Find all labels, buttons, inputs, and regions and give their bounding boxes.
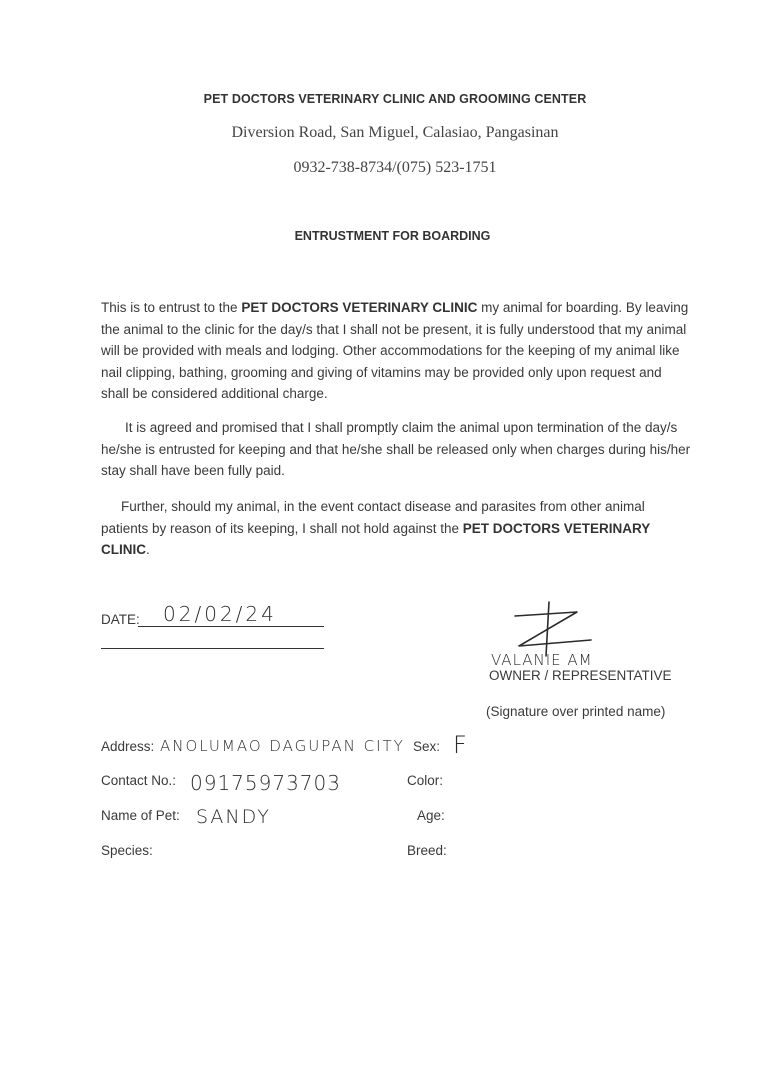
signature-scribble — [505, 598, 600, 658]
p1-clinic-name: PET DOCTORS VETERINARY CLINIC — [241, 300, 478, 315]
paragraph-disease-waiver — [101, 496, 691, 561]
date-label: DATE: — [101, 612, 140, 627]
signature-handwritten-name: VALANIE AM — [491, 651, 593, 669]
contact-value: 09175973703 — [190, 771, 341, 795]
p3-text-c: . — [146, 542, 150, 558]
clinic-name: PET DOCTORS VETERINARY CLINIC AND GROOMING CENTER — [203, 92, 587, 106]
p3-clinic-name: PET DOCTORS VETERINARY CLINIC — [101, 520, 651, 558]
sex-label: Sex: — [413, 739, 441, 754]
date-value: 02/02/24 — [163, 602, 277, 626]
color-label: Color: — [407, 773, 444, 788]
address-value: ANOLUMAO DAGUPAN CITY — [160, 737, 405, 755]
clinic-phones: 0932-738-8734/(075) 523-1751 — [293, 159, 497, 176]
address-label: Address: — [101, 739, 155, 754]
p1-text-c: my animal for boarding. By leaving the animal to the clinic for the day/s that I shall not be present, it is fully understood that my animal will be provided with meals and lodging. Other accommodations for the keeping of my animal like nail clipping, bathing, grooming and giving of vitamins may be provided only upon request and shall be considered additional charge. — [101, 300, 689, 402]
date-underline — [138, 626, 324, 627]
paragraph-entrustment — [101, 297, 691, 405]
document-title: ENTRUSTMENT FOR BOARDING — [294, 229, 491, 243]
signature-note: (Signature over printed name) — [486, 704, 666, 719]
age-label: Age: — [417, 808, 445, 823]
p3-text-a: Further, should my animal, in the event contact disease and parasites from other animal patients by reason of its keeping, I shall not hold against the — [101, 499, 645, 536]
pet-name-value: SANDY — [196, 806, 271, 828]
date-second-line — [101, 648, 324, 649]
paragraph-claim-agreement: It is agreed and promised that I shall promptly claim the animal upon termination of the day/s he/she is entrusted for keeping and that he/she shall be released only when charges during his/her stay shall have been fully paid. — [101, 420, 691, 479]
pet-name-label: Name of Pet: — [101, 808, 180, 823]
contact-label: Contact No.: — [101, 773, 177, 788]
species-label: Species: — [101, 843, 153, 858]
clinic-address: Diversion Road, San Miguel, Calasiao, Pangasinan — [231, 124, 559, 141]
sex-value: F — [453, 731, 468, 759]
breed-label: Breed: — [407, 843, 447, 858]
signature-role-label: OWNER / REPRESENTATIVE — [489, 668, 672, 683]
p1-text-a: This is to entrust to the — [101, 300, 242, 315]
